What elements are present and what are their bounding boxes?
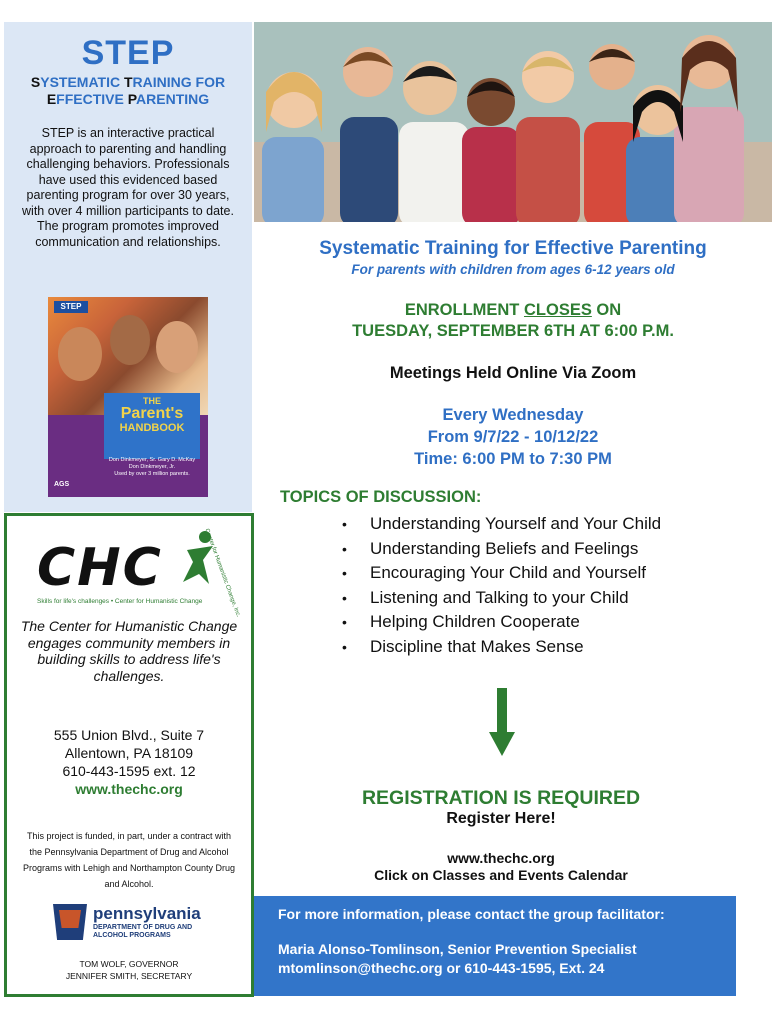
- chc-website-link[interactable]: www.thechc.org: [75, 781, 183, 797]
- registration-instructions: Click on Classes and Events Calendar: [374, 867, 628, 883]
- registration-title: REGISTRATION IS REQUIRED: [361, 787, 641, 809]
- register-here-link[interactable]: Register Here!: [446, 810, 556, 827]
- book-step-logo: STEP: [54, 301, 88, 313]
- pa-ddap-logo: pennsylvania DEPARTMENT OF DRUG AND ALCOHOL PROGRAMS: [53, 904, 213, 944]
- book-title-label: THE Parent's HANDBOOK: [104, 393, 200, 459]
- main-title: Systematic Training for Effective Parenting: [319, 238, 707, 259]
- topic-item: • Listening and Talking to your Child: [340, 586, 661, 611]
- book-publisher: AGS: [54, 481, 70, 488]
- chc-arc-text: Center for Humanistic Change, Inc.: [203, 528, 242, 619]
- topic-item: • Helping Children Cooperate: [340, 610, 661, 635]
- organization-panel: [4, 513, 254, 997]
- chc-logo: [37, 528, 242, 619]
- funding-notice: This project is funded, in part, under a contract with the Pennsylvania Department of Drug and Alcohol Programs with Lehigh and Northampton County Drug and Alcohol.: [22, 831, 236, 889]
- topic-item: • Discipline that Makes Sense: [340, 635, 661, 660]
- chc-logo-text: CHC: [37, 538, 163, 598]
- meetings-info: Meetings Held Online Via Zoom: [389, 364, 637, 382]
- contact-box: [254, 896, 736, 996]
- contact-name: Maria Alonso-Tomlinson, Senior Prevention Specialist: [278, 941, 637, 957]
- schedule-dates: From 9/7/22 - 10/12/22: [427, 428, 599, 446]
- contact-details: [278, 940, 637, 978]
- main-subtitle: For parents with children from ages 6-12 years old: [351, 262, 675, 277]
- contact-email-phone[interactable]: mtomlinson@thechc.org or 610-443-1595, Ext. 24: [278, 960, 605, 976]
- down-arrow-icon: [489, 688, 515, 758]
- registration-info: [254, 850, 748, 884]
- chc-description: The Center for Humanistic Change engages community members in building skills to address life's challenges.: [20, 618, 238, 684]
- topics-list: [340, 512, 661, 660]
- book-authors: Don Dinkmeyer, Sr. Gary D. McKay Don Dinkmeyer, Jr. Used by over 3 million parents.: [108, 457, 196, 477]
- state-officials: TOM WOLF, GOVERNOR JENNIFER SMITH, SECRETARY: [65, 959, 193, 981]
- topic-item: • Encouraging Your Child and Yourself: [340, 561, 661, 586]
- schedule: [254, 404, 772, 470]
- contact-heading: For more information, please contact the group facilitator:: [278, 906, 665, 922]
- step-description: STEP is an interactive practical approach to parenting and handling challenging behaviors. Professionals have used this evidenced based parenting program for over 30 years, with over 4 million participants to date. The program promotes improved communication and relationships.: [22, 126, 234, 249]
- topics-heading: TOPICS OF DISCUSSION:: [280, 488, 482, 506]
- enrollment-deadline: ENROLLMENT CLOSES ON TUESDAY, SEPTEMBER 6TH AT 6:00 P.M.: [352, 301, 674, 340]
- children-illustration: [254, 22, 772, 222]
- schedule-day: Every Wednesday: [442, 406, 584, 424]
- topic-item: • Understanding Beliefs and Feelings: [340, 537, 661, 562]
- step-acronym: SYSTEMATIC TRAINING FOR EFFECTIVE PARENTING: [30, 74, 226, 107]
- step-title: STEP: [81, 34, 175, 72]
- schedule-time: Time: 6:00 PM to 7:30 PM: [414, 450, 612, 468]
- parents-handbook-cover: [48, 297, 208, 497]
- chc-tagline: Skills for life's challenges • Center for Humanistic Change: [37, 598, 203, 605]
- topic-item: • Understanding Yourself and Your Child: [340, 512, 661, 537]
- registration-website-link[interactable]: www.thechc.org: [447, 850, 555, 866]
- children-group-photo: [254, 22, 772, 222]
- chc-address: 555 Union Blvd., Suite 7 Allentown, PA 18109 610-443-1595 ext. 12 www.thechc.org: [7, 726, 251, 798]
- step-info-panel: [4, 22, 252, 512]
- keystone-icon: [53, 904, 87, 940]
